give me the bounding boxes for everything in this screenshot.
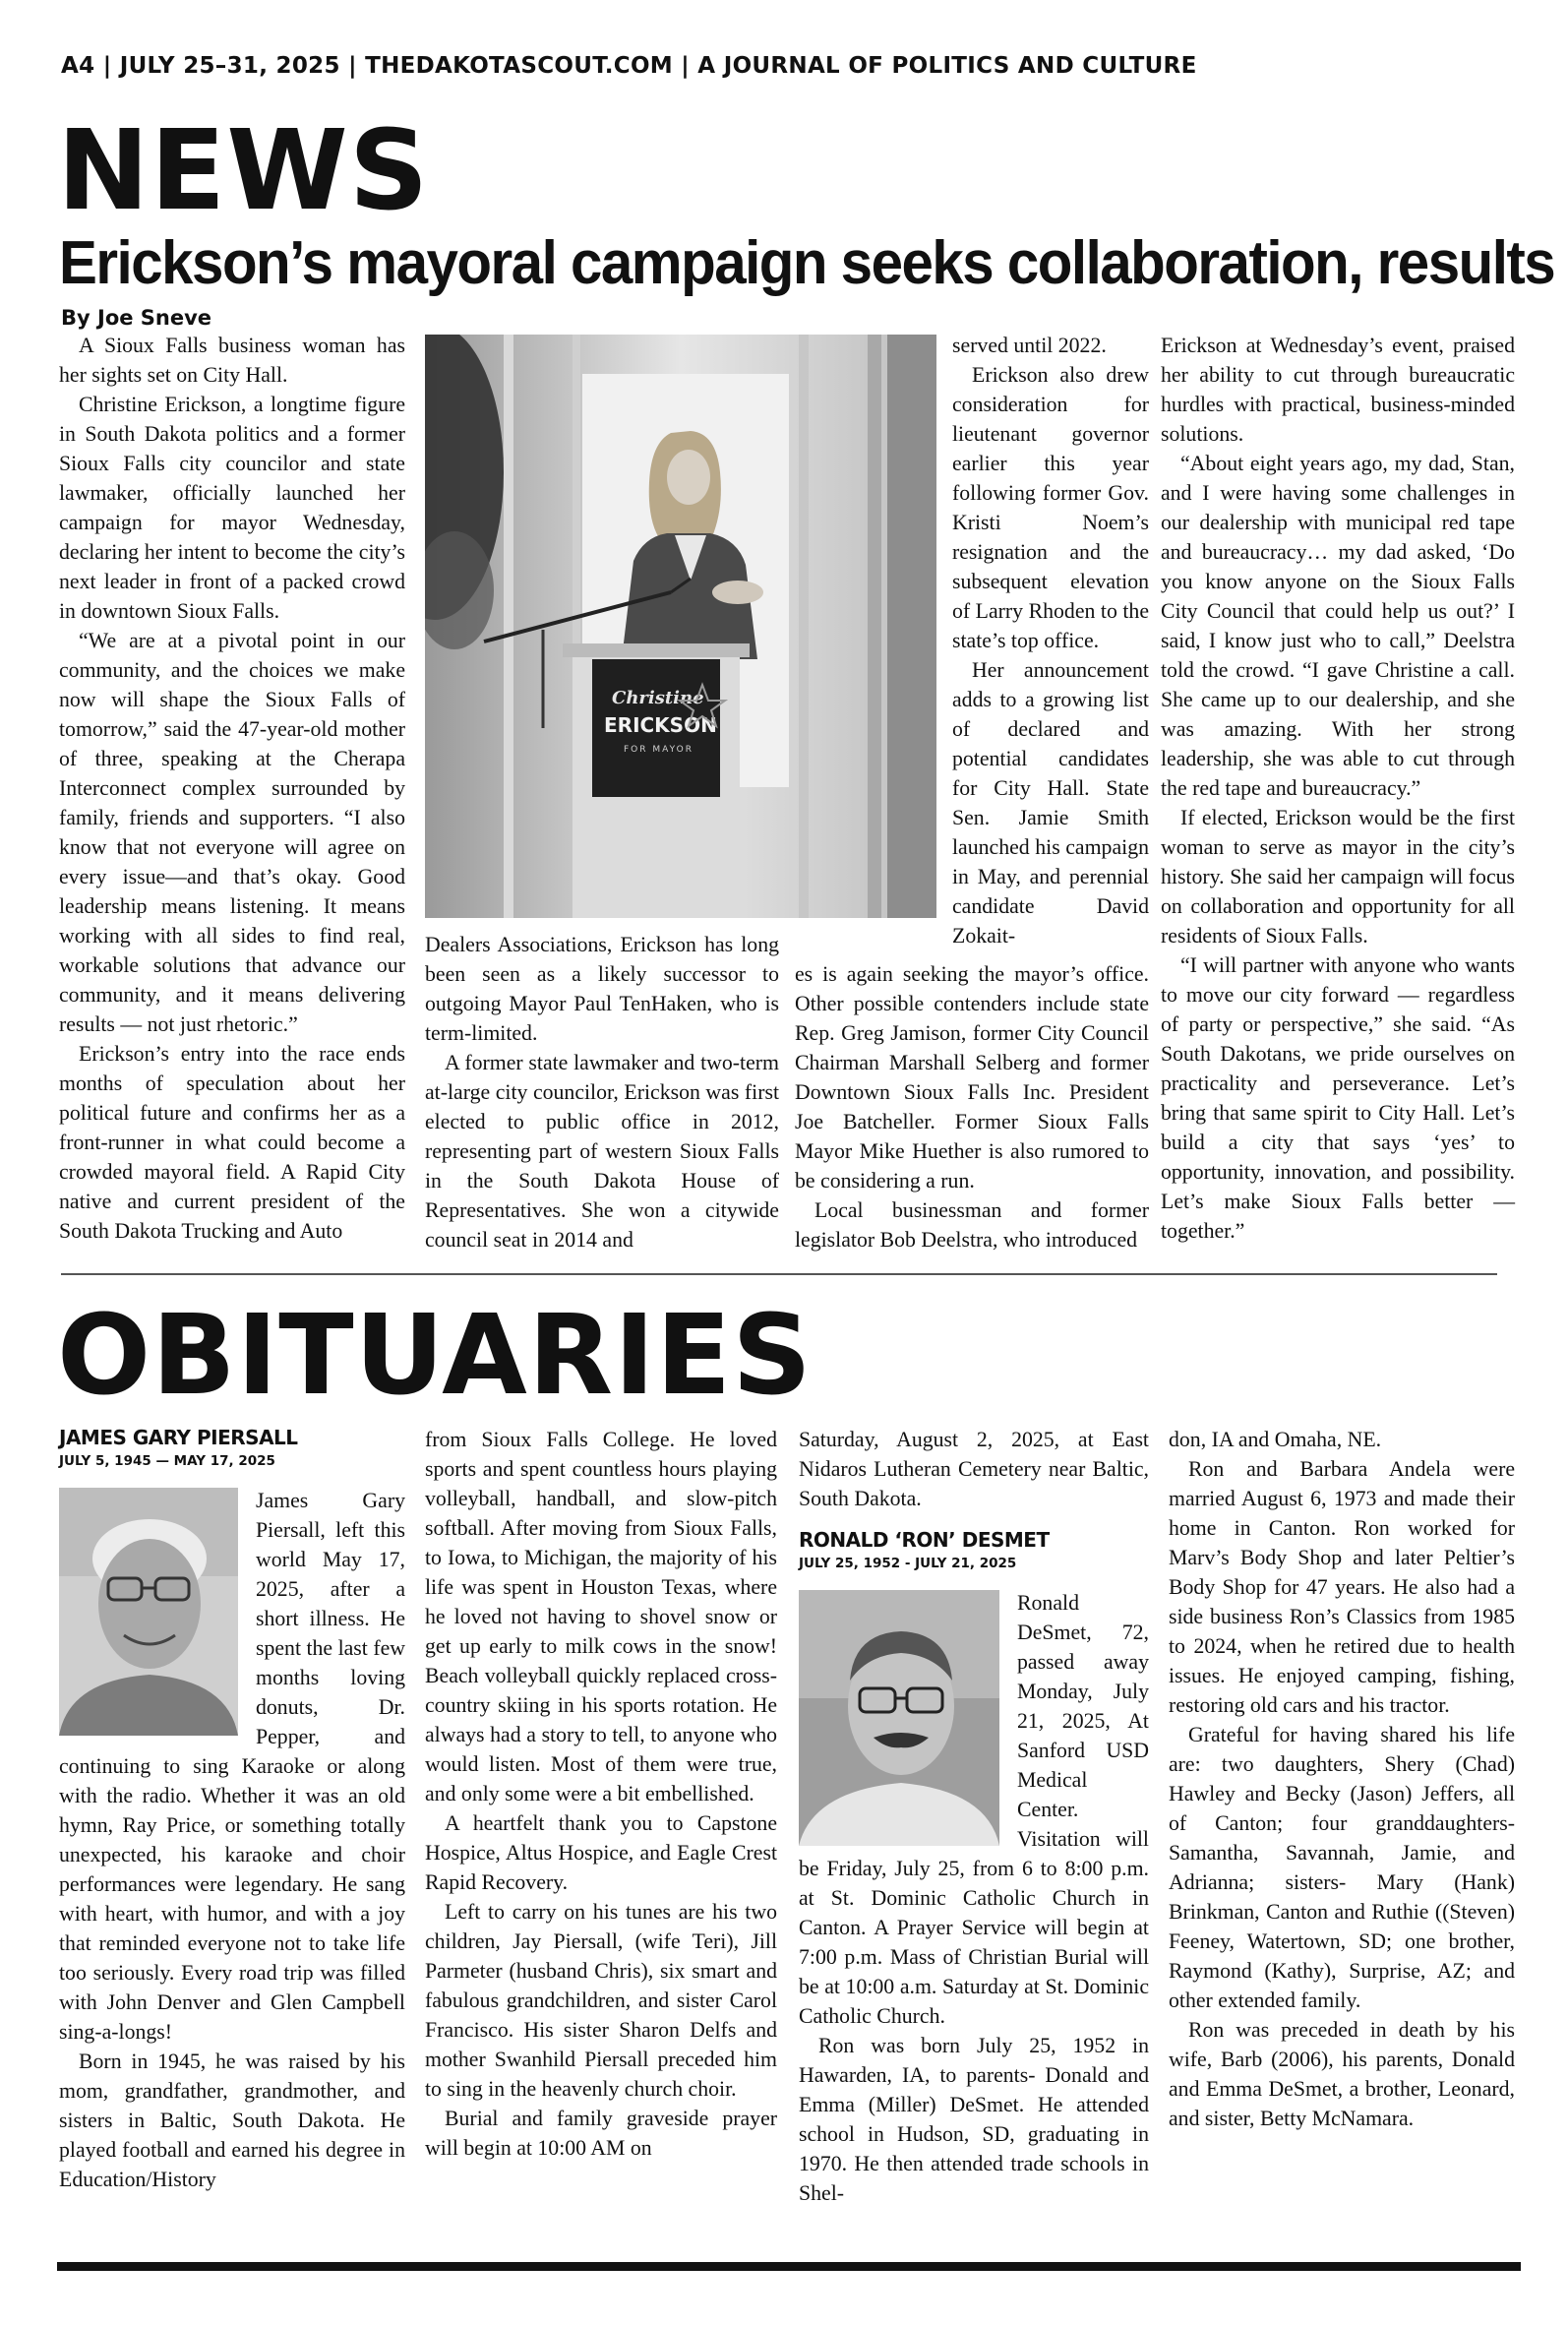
obit-dates: JULY 25, 1952 - JULY 21, 2025 (799, 1556, 1017, 1571)
obit-piersall-column-1 (59, 1425, 405, 2194)
article-paragraph: es is again seeking the mayor’s office. Other possible contenders include state Rep. Greg Jamison, former City Council Chairman Marshall Selberg and former Downtown Sioux Falls Inc. President Joe Batcheller. Former Sioux Falls Mayor Mike Huether is also rumored to be considering a run. (795, 962, 1149, 1193)
obit-name: RONALD ‘RON’ DESMET (799, 1528, 1050, 1552)
article-headline: Erickson’s mayoral campaign seeks collaboration, results (59, 229, 1555, 297)
podium-sign-line1: Christine (612, 688, 704, 708)
article-column-2 (425, 930, 779, 1254)
article-paragraph: Erickson at Wednesday’s event, praised her ability to cut through bureaucratic hurdles with practical, business-minded solutions. (1161, 334, 1515, 446)
obit-dates: JULY 5, 1945 — MAY 17, 2025 (59, 1453, 275, 1469)
obit-paragraph: Saturday, August 2, 2025, at East Nidaros Lutheran Cemetery near Baltic, South Dakota. (799, 1428, 1149, 1510)
news-section-title: NEWS (57, 107, 430, 235)
obituaries-section-title: OBITUARIES (57, 1292, 813, 1420)
article-paragraph: Christine Erickson, a longtime figure in South Dakota politics and a former Sioux Falls city councilor and state lawmaker, officially launched her campaign for mayor Wednesday, declaring her intent to become the city’s next leader in front of a packed crowd in downtown Sioux Falls. (59, 393, 405, 623)
article-paragraph: served until 2022. (952, 334, 1107, 357)
article-paragraph: A former state lawmaker and two-term at-large city councilor, Erickson was first elected to public office in 2012, representing part of western Sioux Falls in the South Dakota House of Representatives. She won a citywide council seat in 2014 and (425, 1051, 779, 1252)
article-paragraph: A Sioux Falls business woman has her sights set on City Hall. (59, 334, 405, 387)
article-paragraph: Her announcement adds to a growing list of declared and potential candidates for City Hall. State Sen. Jamie Smith launched his campaign in May, and perennial candidate David Zokait- (952, 658, 1149, 948)
article-paragraph: If elected, Erickson would be the first woman to serve as mayor in the city’s history. She said her campaign will focus on collaboration and opportunity for all residents of Sioux Falls. (1161, 806, 1515, 948)
portrait-illustration (799, 1590, 999, 1846)
obit-paragraph: Ronald DeSmet, 72, passed away Monday, July 21, 2025, At Sanford USD Medical Center. Visitation will be Friday, July 25, from 6 to 8:00 p.m. at St. Dominic Catholic Church in Canton. A Prayer Service will begin at 7:00 p.m. Mass of Christian Burial will be at 10:00 a.m. Saturday at St. Dominic Catholic Church. (799, 1591, 1149, 2028)
article-column-1 (59, 331, 405, 1246)
article-paragraph: “We are at a pivotal point in our community, and the choices we make now will shape the Sioux Falls of tomorrow,” said the 47-year-old mother of three, speaking at the Cherapa Interconnect complex surrounded by family, friends and supporters. “I also know that not everyone will agree on every issue—and that’s okay. Good leadership means listening. It means working with all sides to find real, workable solutions that advance our community, and it means delivering results — not just rhetoric.” (59, 629, 405, 1036)
obit-column-3 (799, 1425, 1149, 2208)
obit-paragraph: Grateful for having shared his life are: two daughters, Shery (Chad) Hawley and Becky (Jason) Jeffers, all of Canton; four granddaughters- Samantha, Savannah, Jamie, and Adrianna; sisters- Mary (Hank) Brinkman, Canton and Ruthie ((Steven) Feeney, Watertown, SD; one brother, Raymond (Kathy), Surprise, AZ; and other extended family. (1169, 1723, 1515, 2012)
podium-sign-line2: ERICKSON (604, 713, 717, 737)
obit-name: JAMES GARY PIERSALL (59, 1426, 298, 1449)
obit-paragraph: James Gary Piersall, left this world May 17, 2025, after a short illness. He spent the last few months loving donuts, Dr. Pepper, and continuing to sing Karaoke or along with the radio. Whether it was an old hymn, Ray Price, or something totally unexpected, his karaoke and choir performances were legendary. He sang with heart, with humor, and with a joy that reminded everyone not to take life too seriously. Every road trip was filled with John Denver and Glen Campbell sing-a-longs! (59, 1489, 405, 2044)
article-paragraph: Local businessman and former legislator Bob Deelstra, who introduced (795, 1198, 1149, 1252)
page-bottom-rule (57, 2262, 1521, 2271)
obit-paragraph: Burial and family graveside prayer will begin at 10:00 AM on (425, 2107, 777, 2160)
obit-paragraph: Ron and Barbara Andela were married August 6, 1973 and made their home in Canton. Ron worked for Marv’s Body Shop and later Peltier’s Body Shop for 47 years. He also had a side business Ron’s Classics from 1985 to 2024, when he retired due to health issues. He enjoyed camping, fishing, restoring old cars and his tractor. (1169, 1457, 1515, 1717)
obit-desmet-column-4 (1169, 1425, 1515, 2133)
article-column-4 (1161, 331, 1515, 1246)
page-folio: A4 | JULY 25–31, 2025 | THEDAKOTASCOUT.COM | A JOURNAL OF POLITICS AND CULTURE (61, 53, 1197, 79)
section-divider (61, 1273, 1497, 1275)
article-paragraph: “I will partner with anyone who wants to move our city forward — regardless of party or perspective,” she said. “As South Dakotans, we pride ourselves on practicality and perseverance. Let’s bring that same spirit to City Hall. Let’s build a city that says ‘yes’ to opportunity, innovation, and possibility. Let’s make Sioux Falls better — together.” (1161, 953, 1515, 1243)
obit-paragraph: Ron was born July 25, 1952 in Hawarden, IA, to parents- Donald and Emma (Miller) DeSmet. He attended school in Hudson, SD, graduating in 1970. He then attended trade schools in Shel- (799, 2034, 1149, 2205)
obit-paragraph: Ron was preceded in death by his wife, Barb (2006), his parents, Donald and Emma DeSmet, a brother, Leonard, and sister, Betty McNamara. (1169, 2018, 1515, 2130)
article-paragraph: Erickson also drew consideration for lieutenant governor earlier this year following former Gov. Kristi Noem’s resignation and the subsequent elevation of Larry Rhoden to the state’s top office. (952, 363, 1149, 652)
obit-paragraph: Born in 1945, he was raised by his mom, grandfather, grandmother, and sisters in Baltic, South Dakota. He played football and earned his degree in Education/History (59, 2050, 405, 2191)
article-paragraph: Erickson’s entry into the race ends months of speculation about her political future and confirms her as a front-runner in what could become a crowded mayoral field. A Rapid City native and current president of the South Dakota Trucking and Auto (59, 1042, 405, 1243)
article-paragraph: Dealers Associations, Erickson has long been seen as a likely successor to outgoing Mayor Paul TenHaken, who is term-limited. (425, 933, 779, 1045)
article-paragraph: “About eight years ago, my dad, Stan, and I were having some challenges in our dealership with municipal red tape and bureaucracy… my dad asked, ‘Do you know anyone on the Sioux Falls City Council that could help us out?’ I said, I know just who to call,” Deelstra told the crowd. “I gave Christine a call. She came up to our dealership, and she was amazing. With her strong leadership, she was able to cut through the red tape and bureaucracy.” (1161, 452, 1515, 800)
article-column-3-bottom (795, 959, 1149, 1254)
obit-piersall-column-2 (425, 1425, 777, 2163)
obit-paragraph: A heartfelt thank you to Capstone Hospice, Altus Hospice, and Eagle Crest Rapid Recovery. (425, 1811, 777, 1894)
campaign-photo (425, 335, 936, 918)
obit-paragraph: don, IA and Omaha, NE. (1169, 1428, 1382, 1451)
campaign-photo-illustration (425, 335, 936, 918)
obit-paragraph: from Sioux Falls College. He loved sports and spent countless hours playing volleyball, handball, and slow-pitch softball. After moving from Sioux Falls, to Iowa, to Michigan, the majority of his life was spent in Houston Texas, where he loved not having to shovel snow or get up early to milk cows in the snow! Beach volleyball quickly replaced cross-country skiing in his sports rotation. He always had a story to tell, to anyone who would listen. Most of them were true, and only some were a bit embellished. (425, 1428, 777, 1805)
article-column-3-top (952, 331, 1149, 950)
portrait-illustration (59, 1488, 238, 1736)
obit-portrait-piersall (59, 1488, 238, 1736)
article-byline: By Joe Sneve (61, 306, 212, 330)
obit-paragraph: Left to carry on his tunes are his two children, Jay Piersall, (wife Teri), Jill Parmeter (husband Chris), six smart and fabulous grandchildren, and sister Carol Francisco. His sister Sharon Delfs and mother Swanhild Piersall preceded him to sing in the heavenly church choir. (425, 1900, 777, 2101)
podium-sign-line3: FOR MAYOR (624, 745, 694, 755)
obit-portrait-desmet (799, 1590, 999, 1846)
